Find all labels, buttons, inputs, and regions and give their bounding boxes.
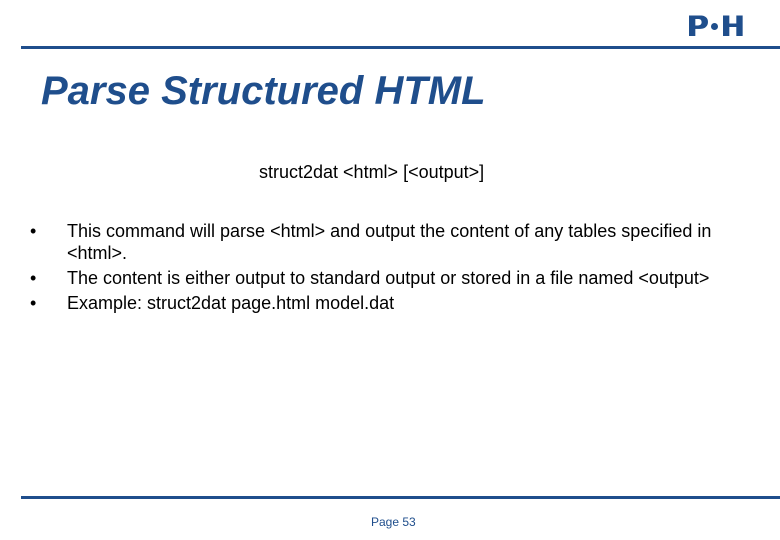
bullet-text: This command will parse <html> and output the content of any tables specified in <html>. bbox=[67, 221, 712, 263]
logo-dot-icon bbox=[711, 23, 718, 30]
slide-title: Parse Structured HTML bbox=[41, 69, 486, 113]
bullet-icon: • bbox=[30, 268, 37, 288]
bullet-icon: • bbox=[30, 293, 37, 313]
footer-divider bbox=[21, 496, 780, 499]
bullet-item bbox=[30, 292, 730, 314]
logo-letter-p: P bbox=[688, 10, 708, 43]
bullet-text: Example: struct2dat page.html model.dat bbox=[67, 293, 395, 313]
bullet-icon: • bbox=[30, 221, 37, 241]
bullet-text: The content is either output to standard output or stored in a file named <output> bbox=[67, 268, 710, 288]
command-syntax: struct2dat <html> [<output>] bbox=[259, 162, 485, 182]
bullet-item bbox=[30, 220, 730, 264]
ph-logo bbox=[688, 10, 743, 43]
header-divider bbox=[21, 46, 780, 49]
bullet-item bbox=[30, 267, 730, 289]
logo-letter-h: H bbox=[722, 10, 743, 43]
bullet-list bbox=[30, 220, 730, 317]
page-number: Page 53 bbox=[371, 515, 416, 529]
